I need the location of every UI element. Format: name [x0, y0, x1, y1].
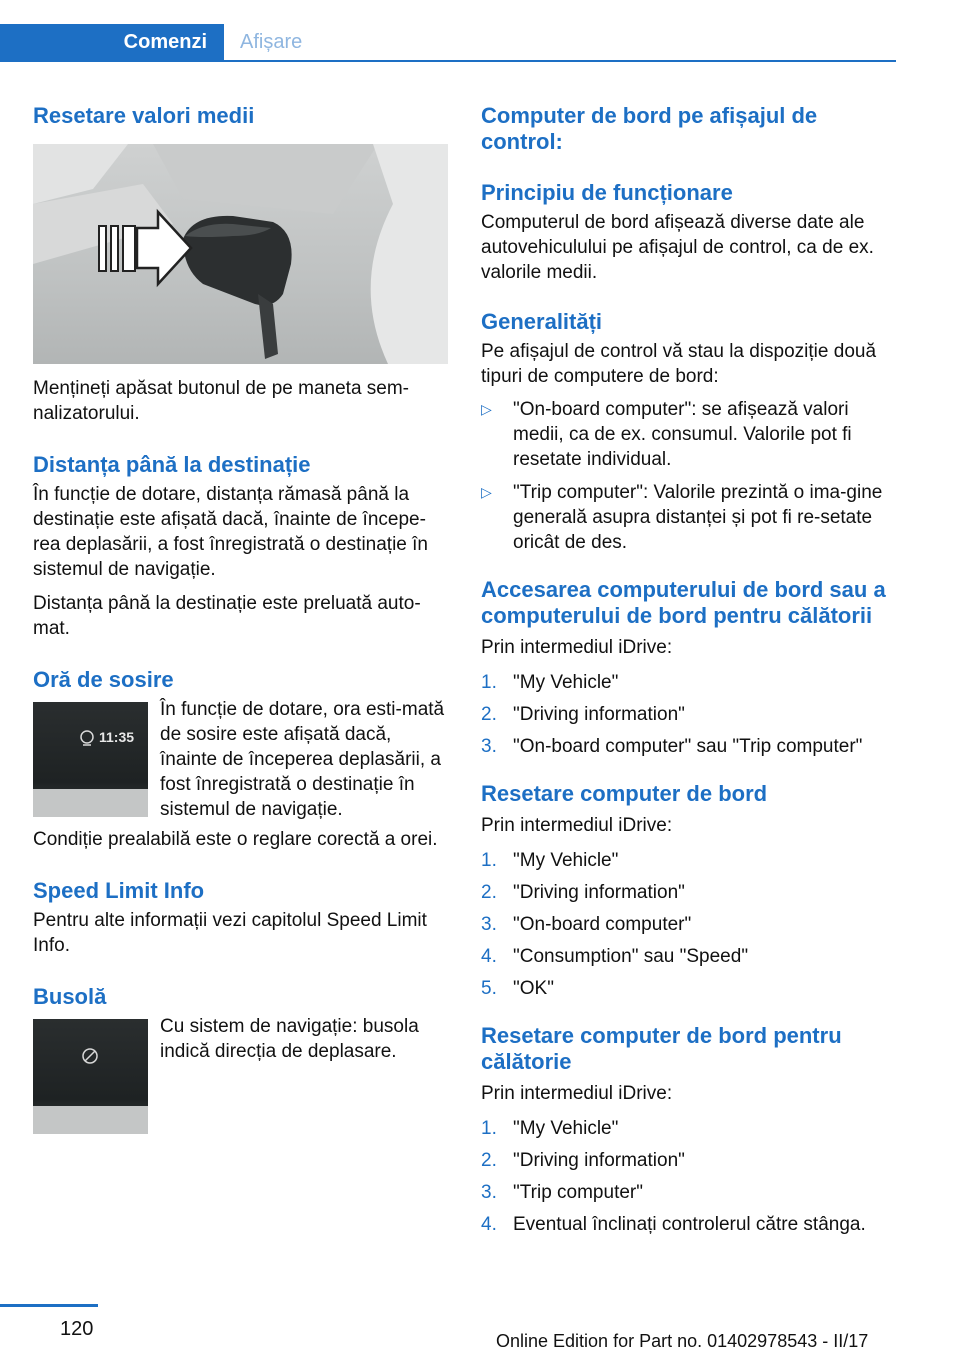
footer-edition-text: Online Edition for Part no. 01402978543 - II/17: [496, 1331, 869, 1351]
list-item: 5. "OK": [481, 978, 554, 999]
list-item: 2. "Driving information": [481, 882, 685, 903]
reset-onboard-intro: Prin intermediul iDrive:: [481, 815, 673, 836]
triangle-bullet-icon: ▷: [481, 401, 492, 417]
section-title-accessing-computer: Accesarea computerului de bord sau a computerului de bord pentru călătorii: [481, 577, 886, 628]
tab-afisare[interactable]: Afișare: [240, 30, 303, 53]
turn-signal-lever-illustration: [33, 144, 448, 364]
list-item: 4. "Consumption" sau "Speed": [481, 946, 749, 967]
arrival-time-block: [33, 697, 448, 822]
list-item: 1. "My Vehicle": [481, 672, 619, 693]
arrival-time-value: 11:35: [99, 729, 135, 745]
speed-limit-info-text: Pentru alte informații vezi capitolul Speed Limit Info.: [33, 910, 427, 956]
distance-paragraph-1: În funcție de dotare, distanța rămasă până la destinație este afișată dacă, înainte de începe-rea deplasării, a fost înregistrată o destinație în sistemul de navigație.: [33, 484, 429, 580]
section-title-arrival-time: Oră de sosire: [33, 667, 174, 692]
section-title-operating-principle: Principiu de funcționare: [481, 180, 733, 205]
reset-trip-steps: [481, 1116, 896, 1237]
list-item: 3. "On-board computer" sau "Trip computer": [481, 736, 863, 757]
compass-icon: [33, 1031, 148, 1091]
accessing-intro: Prin intermediul iDrive:: [481, 637, 673, 658]
section-title-reset-onboard-computer: Resetare computer de bord: [481, 781, 768, 806]
reset-averages-text: Mențineți apăsat butonul de pe maneta sem-nalizatorului.: [33, 378, 410, 424]
list-item: 1. "My Vehicle": [481, 850, 619, 871]
distance-paragraph-2: Distanța până la destinație este preluată auto-mat.: [33, 593, 421, 639]
chapter-tab-bar: [0, 24, 896, 62]
list-item: 4. Eventual înclinați controlerul către stânga.: [481, 1214, 866, 1235]
list-item: ▷ "Trip computer": Valorile prezintă o ima-gine generală asupra distanței și pot fi re-setate oricât de des.: [481, 482, 883, 553]
compass-block: [33, 1014, 448, 1134]
section-title-speed-limit-info: Speed Limit Info: [33, 878, 205, 903]
arrival-time-display-image: [33, 702, 148, 817]
left-column: [33, 100, 448, 1134]
arrival-time-prerequisite: Condiție prealabilă este o reglare corectă a orei.: [33, 829, 438, 850]
section-title-distance-to-destination: Distanța până la destinație: [33, 452, 311, 477]
general-text: Pe afișajul de control vă stau la dispoziție două tipuri de computere de bord:: [481, 341, 877, 387]
page-number: 120: [60, 1318, 94, 1340]
section-title-general: Generalități: [481, 309, 603, 334]
list-item: 1. "My Vehicle": [481, 1118, 619, 1139]
operating-principle-text: Computerul de bord afișează diverse date ale autovehiculului pe afișajul de control, ca de ex. valorile medii.: [481, 212, 874, 283]
section-title-reset-averages: Resetare valori medii: [33, 103, 255, 128]
accessing-steps: [481, 670, 896, 759]
compass-text: Cu sistem de navigație: busola indică direcția de deplasare.: [160, 1016, 419, 1062]
compass-display-image: [33, 1019, 148, 1134]
computer-types-list: [481, 397, 896, 555]
list-item: 3. "Trip computer": [481, 1182, 643, 1203]
list-item: 2. "Driving information": [481, 704, 685, 725]
main-heading-onboard-computer: Computer de bord pe afișajul de control:: [481, 103, 818, 154]
section-title-reset-trip-computer: Resetare computer de bord pentru călătorie: [481, 1023, 842, 1074]
tab-comenzi[interactable]: Comenzi: [0, 24, 224, 60]
page-number-bar: [0, 1304, 98, 1307]
arrival-time-text: În funcție de dotare, ora esti-mată de sosire este afișată dacă, înainte de începerea deplasării, a fost înregistrată o destinație în sistemul de navigație.: [160, 699, 445, 820]
reset-trip-intro: Prin intermediul iDrive:: [481, 1083, 673, 1104]
reset-onboard-steps: [481, 848, 896, 1001]
right-column: [481, 100, 896, 1244]
triangle-bullet-icon: ▷: [481, 484, 492, 500]
list-item: 3. "On-board computer": [481, 914, 692, 935]
list-item: ▷ "On-board computer": se afișează valori medii, ca de ex. consumul. Valorile pot fi resetate individual.: [481, 399, 852, 470]
list-item: 2. "Driving information": [481, 1150, 685, 1171]
lever-drawing: [33, 144, 448, 364]
section-title-compass: Busolă: [33, 984, 107, 1009]
